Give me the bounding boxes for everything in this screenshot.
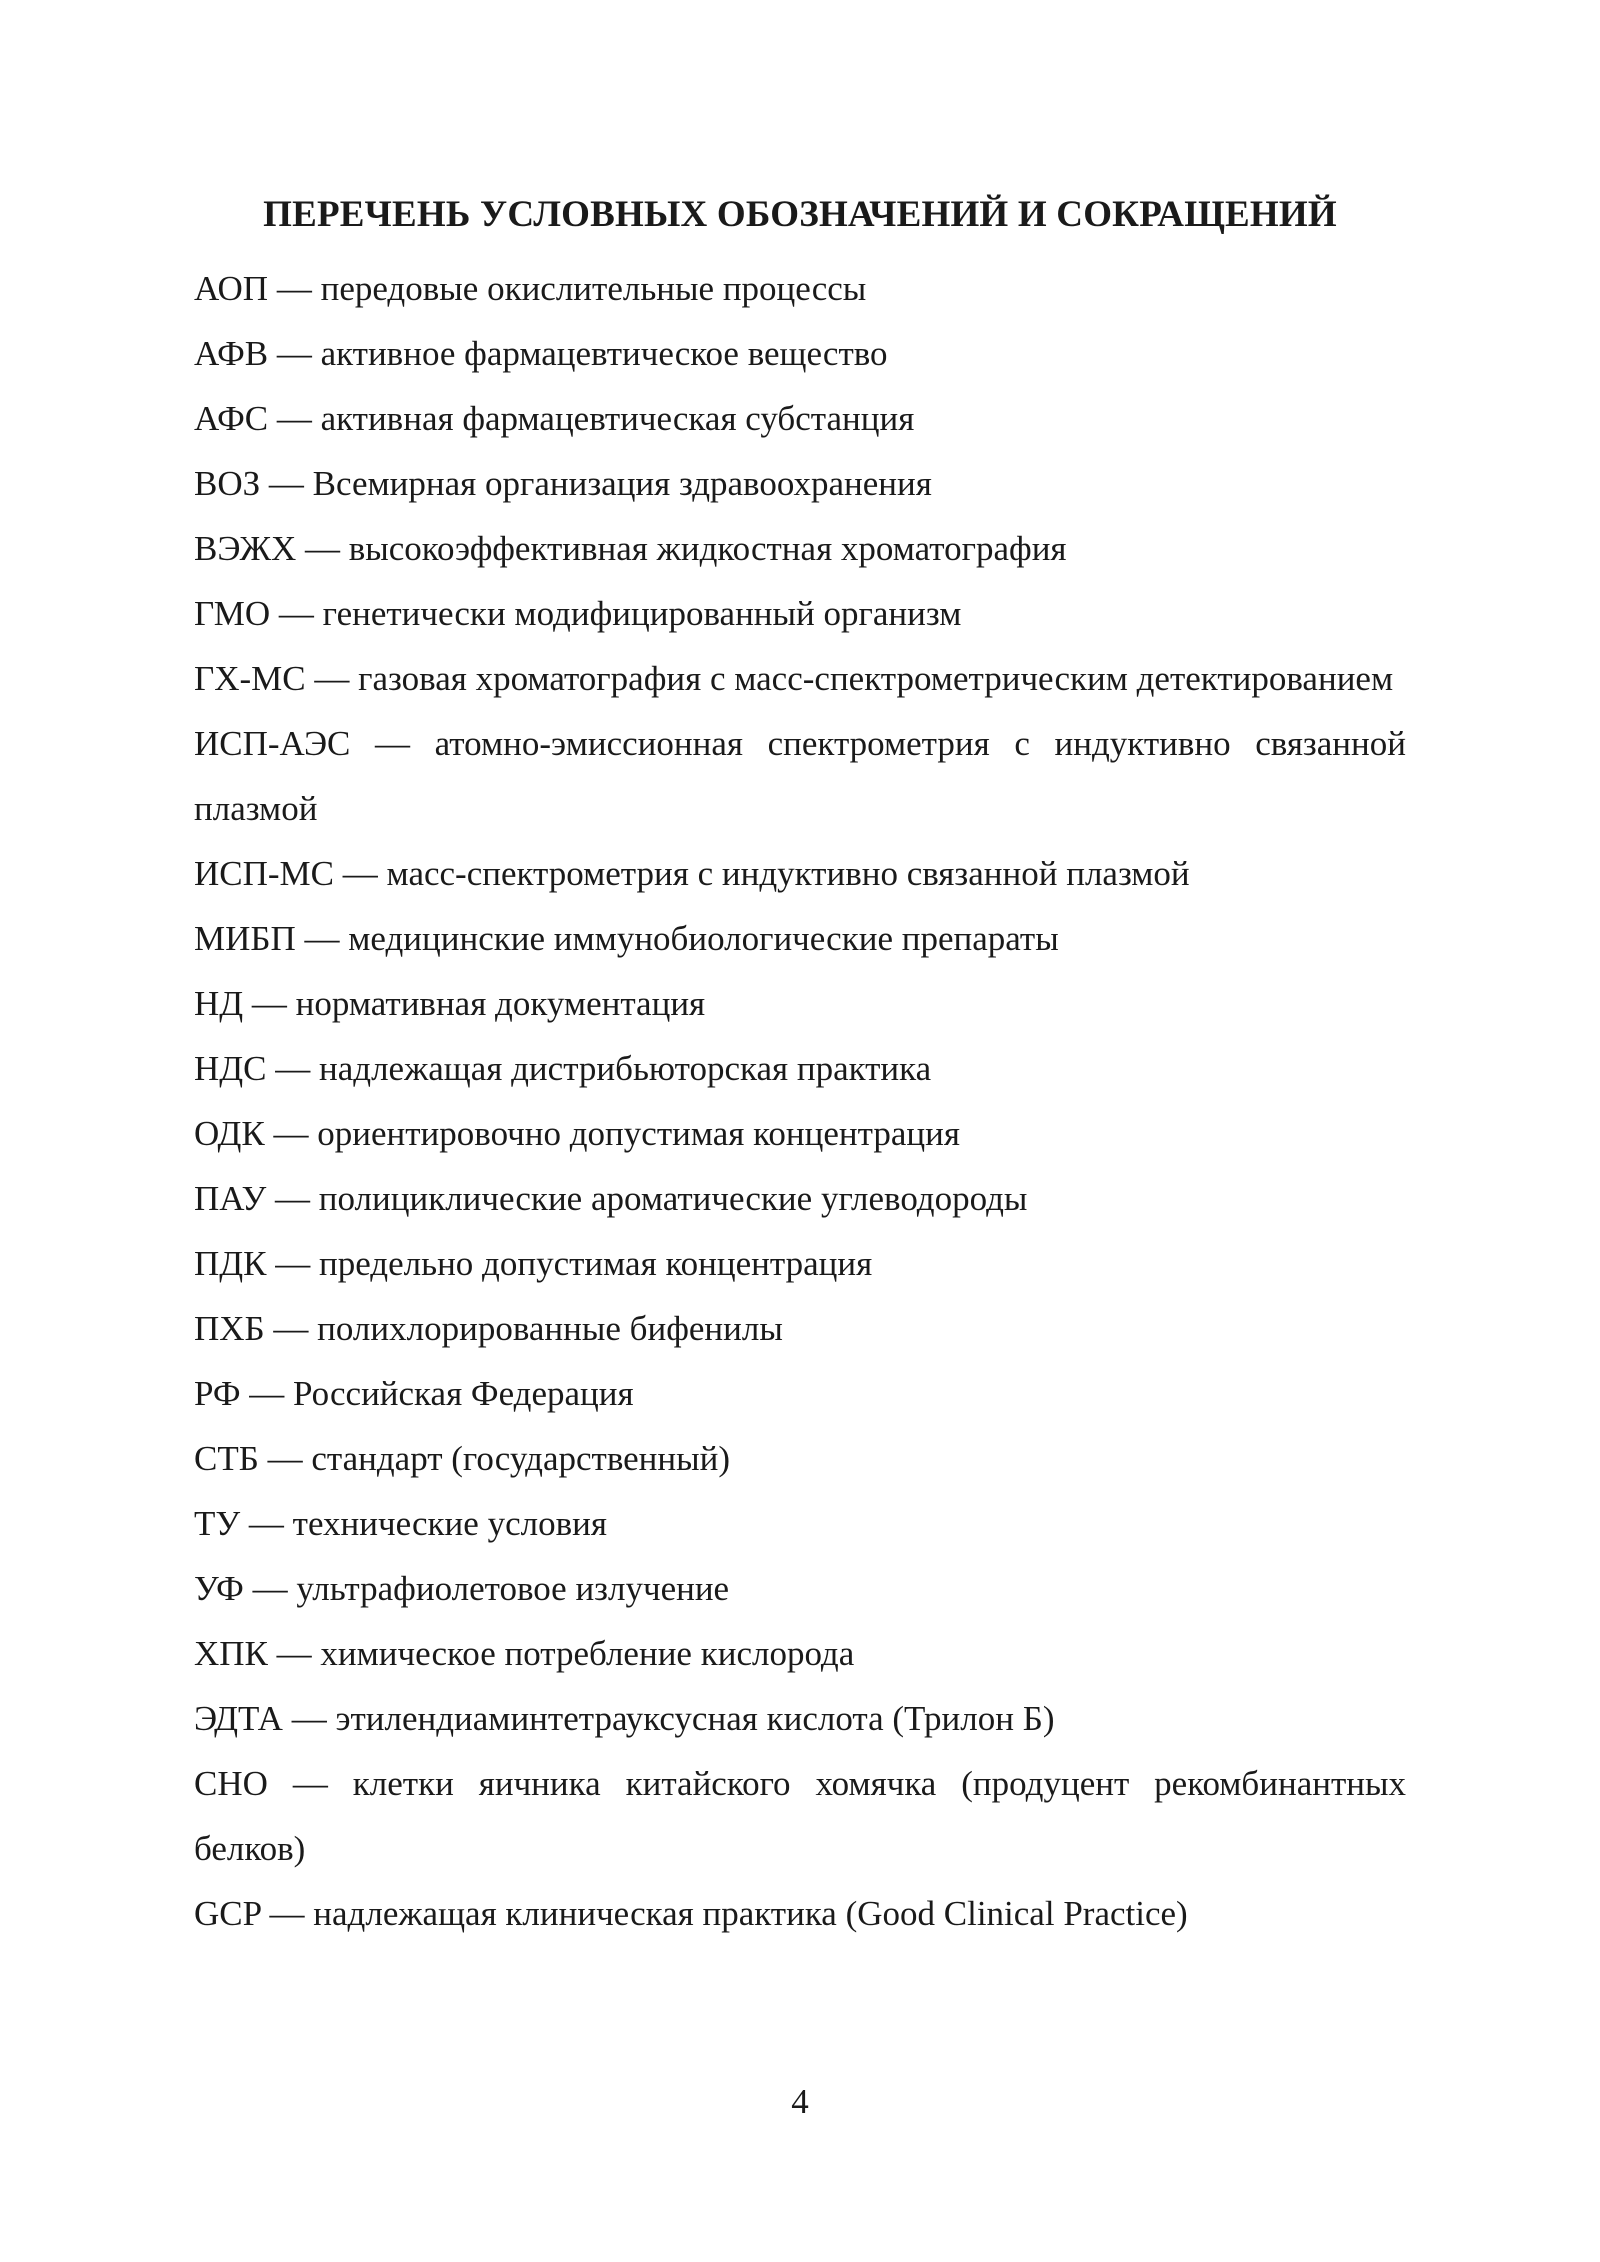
abbreviation-term: ГМО: [194, 594, 271, 633]
abbreviation-term: РФ: [194, 1374, 241, 1413]
abbreviation-term: ЭДТА: [194, 1699, 283, 1738]
abbreviation-definition: полициклические ароматические углеводороды: [318, 1179, 1028, 1218]
abbreviation-entry: [194, 1361, 1406, 1426]
abbreviation-term: ГХ-МС: [194, 659, 306, 698]
abbreviation-definition: предельно допустимая концентрация: [319, 1244, 873, 1283]
em-dash-separator: —: [251, 984, 287, 1023]
abbreviation-entry: [194, 1751, 1406, 1881]
em-dash-separator: —: [278, 594, 314, 633]
abbreviation-term: УФ: [194, 1569, 244, 1608]
em-dash-separator: —: [275, 1049, 311, 1088]
abbreviation-entry: [194, 1491, 1406, 1556]
abbreviation-term: НД: [194, 984, 244, 1023]
abbreviation-definition: атомно-эмиссионная спектрометрия с индуктивно связанной плазмой: [194, 724, 1406, 828]
abbreviation-term: АОП: [194, 269, 269, 308]
abbreviation-term: ХПК: [194, 1634, 268, 1673]
abbreviation-term: ИСП-МС: [194, 854, 335, 893]
abbreviation-term: GCP: [194, 1894, 261, 1933]
abbreviation-term: СТБ: [194, 1439, 259, 1478]
abbreviation-term: ОДК: [194, 1114, 265, 1153]
em-dash-separator: —: [276, 334, 312, 373]
em-dash-separator: —: [375, 724, 411, 763]
em-dash-separator: —: [252, 1569, 288, 1608]
abbreviation-definition: клетки яичника китайского хомячка (продуцент рекомбинантных белков): [194, 1764, 1407, 1868]
abbreviation-entry: [194, 646, 1406, 711]
em-dash-separator: —: [267, 1439, 303, 1478]
abbreviation-definition: нормативная документация: [295, 984, 706, 1023]
abbreviation-term: ВЭЖХ: [194, 529, 297, 568]
abbreviation-entry: [194, 1101, 1406, 1166]
abbreviation-definition: стандарт (государственный): [311, 1439, 731, 1478]
abbreviation-term: АФВ: [194, 334, 269, 373]
abbreviation-entry: [194, 1296, 1406, 1361]
abbreviation-entry: [194, 1166, 1406, 1231]
em-dash-separator: —: [291, 1699, 327, 1738]
abbreviation-definition: Российская Федерация: [293, 1374, 634, 1413]
abbreviation-definition: этилендиаминтетрауксусная кислота (Трилон Б): [335, 1699, 1055, 1738]
abbreviation-term: ТУ: [194, 1504, 241, 1543]
em-dash-separator: —: [248, 1504, 284, 1543]
em-dash-separator: —: [292, 1764, 328, 1803]
abbreviation-definition: активное фармацевтическое вещество: [320, 334, 888, 373]
abbreviation-term: ИСП-АЭС: [194, 724, 351, 763]
em-dash-separator: —: [268, 464, 304, 503]
abbreviation-entry: [194, 1621, 1406, 1686]
abbreviation-term: АФС: [194, 399, 269, 438]
abbreviation-entry: [194, 841, 1406, 906]
abbreviation-definition: ориентировочно допустимая концентрация: [317, 1114, 960, 1153]
abbreviation-entry: [194, 711, 1406, 841]
abbreviation-term: НДС: [194, 1049, 267, 1088]
em-dash-separator: —: [249, 1374, 285, 1413]
abbreviation-definition: высокоэффективная жидкостная хроматография: [348, 529, 1067, 568]
em-dash-separator: —: [275, 1244, 311, 1283]
abbreviation-entry: [194, 386, 1406, 451]
abbreviation-entry: [194, 516, 1406, 581]
abbreviation-list: [194, 256, 1406, 1946]
em-dash-separator: —: [276, 399, 312, 438]
em-dash-separator: —: [304, 529, 340, 568]
em-dash-separator: —: [273, 1114, 309, 1153]
abbreviation-entry: [194, 1556, 1406, 1621]
em-dash-separator: —: [276, 1634, 312, 1673]
abbreviation-definition: газовая хроматография с масс-спектрометрическим детектированием: [358, 659, 1394, 698]
em-dash-separator: —: [304, 919, 340, 958]
abbreviation-entry: [194, 581, 1406, 646]
abbreviation-term: ПХБ: [194, 1309, 265, 1348]
abbreviation-definition: химическое потребление кислорода: [320, 1634, 855, 1673]
em-dash-separator: —: [269, 1894, 305, 1933]
abbreviation-entry: [194, 256, 1406, 321]
abbreviation-entry: [194, 1686, 1406, 1751]
abbreviation-term: ПАУ: [194, 1179, 267, 1218]
abbreviation-definition: полихлорированные бифенилы: [317, 1309, 783, 1348]
abbreviation-definition: масс-спектрометрия с индуктивно связанной плазмой: [386, 854, 1190, 893]
em-dash-separator: —: [342, 854, 378, 893]
abbreviation-term: ВОЗ: [194, 464, 261, 503]
page-title: ПЕРЕЧЕНЬ УСЛОВНЫХ ОБОЗНАЧЕНИЙ И СОКРАЩЕНИЙ: [263, 194, 1337, 235]
abbreviation-entry: [194, 1881, 1406, 1946]
abbreviation-entry: [194, 971, 1406, 1036]
abbreviation-entry: [194, 451, 1406, 516]
abbreviation-term: CHO: [194, 1764, 268, 1803]
abbreviation-definition: ультрафиолетовое излучение: [296, 1569, 730, 1608]
abbreviation-term: МИБП: [194, 919, 296, 958]
abbreviation-term: ПДК: [194, 1244, 267, 1283]
abbreviation-definition: надлежащая клиническая практика (Good Clinical Practice): [313, 1894, 1188, 1933]
abbreviation-entry: [194, 1231, 1406, 1296]
abbreviation-entry: [194, 906, 1406, 971]
em-dash-separator: —: [276, 269, 312, 308]
abbreviation-entry: [194, 1036, 1406, 1101]
abbreviation-definition: генетически модифицированный организм: [322, 594, 962, 633]
abbreviation-definition: надлежащая дистрибьюторская практика: [319, 1049, 932, 1088]
em-dash-separator: —: [275, 1179, 311, 1218]
em-dash-separator: —: [314, 659, 350, 698]
abbreviation-definition: технические условия: [292, 1504, 607, 1543]
abbreviation-entry: [194, 1426, 1406, 1491]
em-dash-separator: —: [273, 1309, 309, 1348]
abbreviation-definition: активная фармацевтическая субстанция: [320, 399, 915, 438]
abbreviation-definition: Всемирная организация здравоохранения: [312, 464, 932, 503]
abbreviation-entry: [194, 321, 1406, 386]
page-number: 4: [791, 2082, 809, 2121]
abbreviation-definition: медицинские иммунобиологические препараты: [348, 919, 1059, 958]
abbreviation-definition: передовые окислительные процессы: [320, 269, 867, 308]
